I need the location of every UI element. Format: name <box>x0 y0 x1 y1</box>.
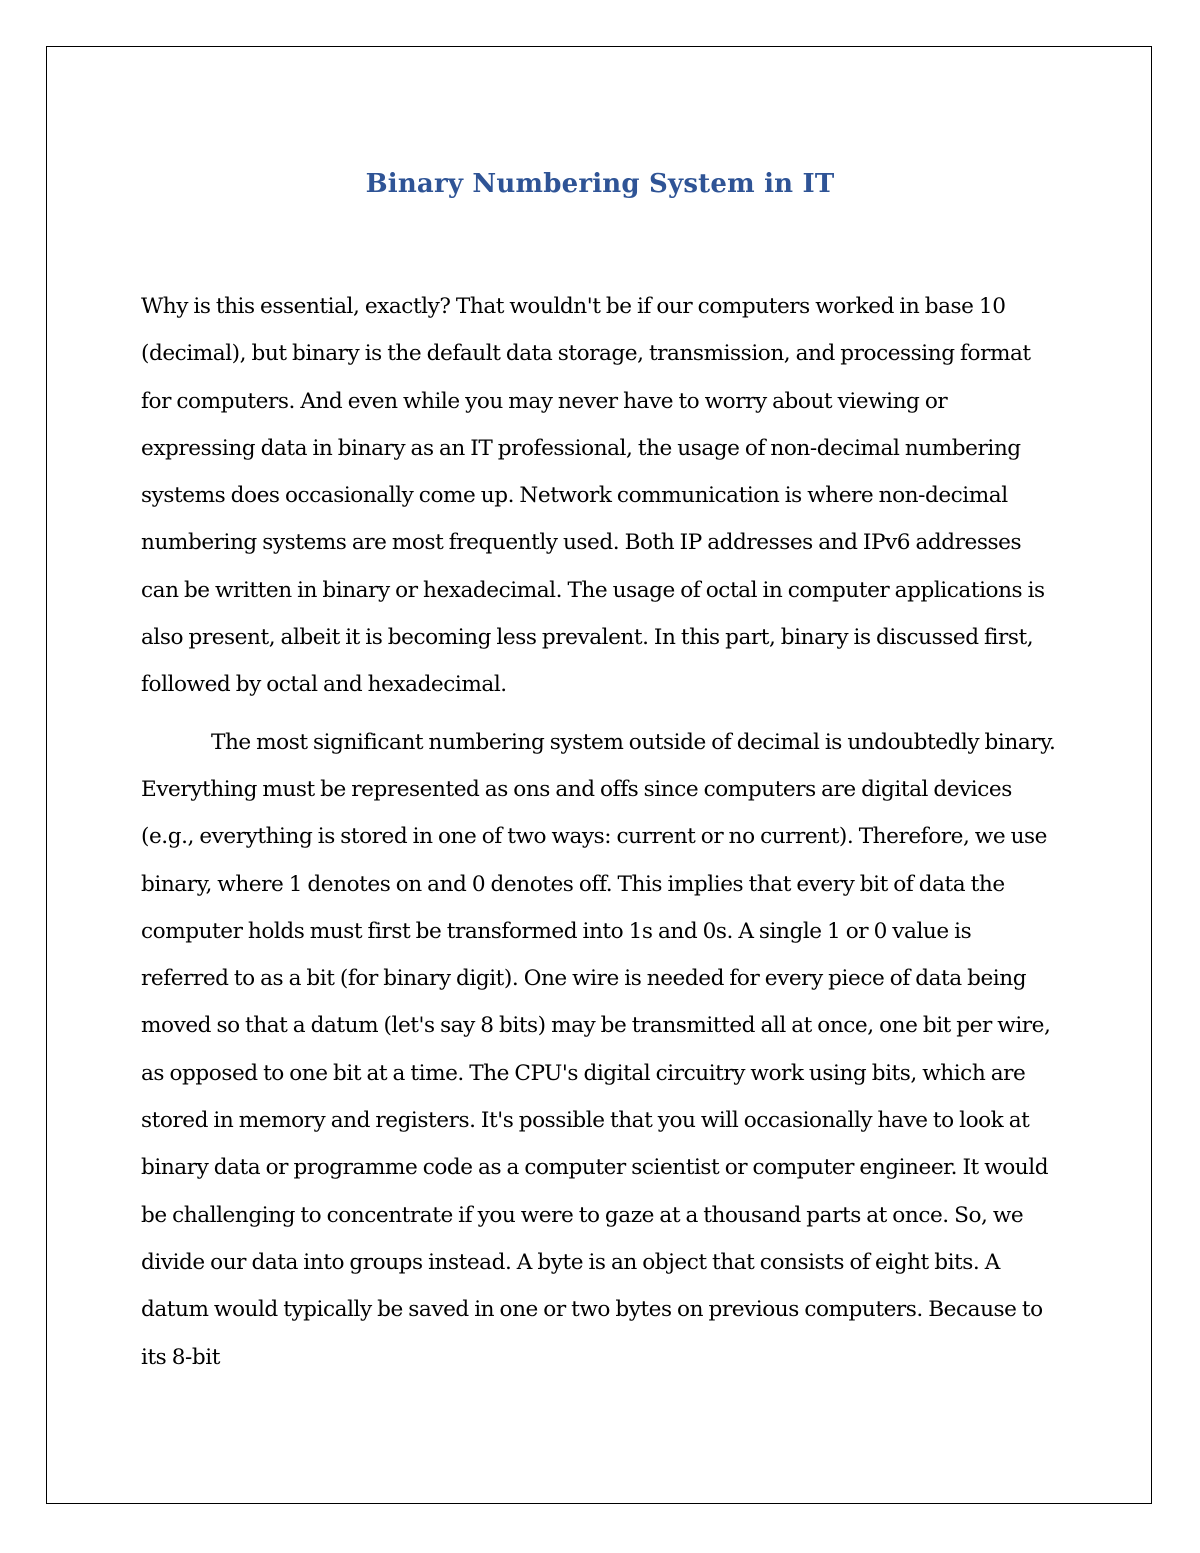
document-body <box>141 283 1059 1381</box>
body-paragraph: The most significant numbering system outside of decimal is undoubtedly binary. Everything must be represented as ons and offs since computers are digital devices (e.g., everything is stored in one of two ways: current or no current). Therefore, we use binary, where 1 denotes on and 0 denotes off. This implies that every bit of data the computer holds must first be transformed into 1s and 0s. A single 1 or 0 value is referred to as a bit (for binary digit). One wire is needed for every piece of data being moved so that a datum (let's say 8 bits) may be transmitted all at once, one bit per wire, as opposed to one bit at a time. The CPU's digital circuitry work using bits, which are stored in memory and registers. It's possible that you will occasionally have to look at binary data or programme code as a computer scientist or computer engineer. It would be challenging to concentrate if you were to gaze at a thousand parts at once. So, we divide our data into groups instead. A byte is an object that consists of eight bits. A datum would typically be saved in one or two bytes on previous computers. Because to its 8-bit <box>141 729 1056 1370</box>
document-title: Binary Numbering System in IT <box>365 169 835 199</box>
body-paragraph: Why is this essential, exactly? That wouldn't be if our computers worked in base 10 (decimal), but binary is the default data storage, transmission, and processing format for computers. And even while you may never have to worry about viewing or expressing data in binary as an IT professional, the usage of non-decimal numbering systems does occasionally come up. Network communication is where non-decimal numbering systems are most frequently used. Both IP addresses and IPv6 addresses can be written in binary or hexadecimal. The usage of octal in computer applications is also present, albeit it is becoming less prevalent. In this part, binary is discussed first, followed by octal and hexadecimal. <box>141 294 1045 698</box>
